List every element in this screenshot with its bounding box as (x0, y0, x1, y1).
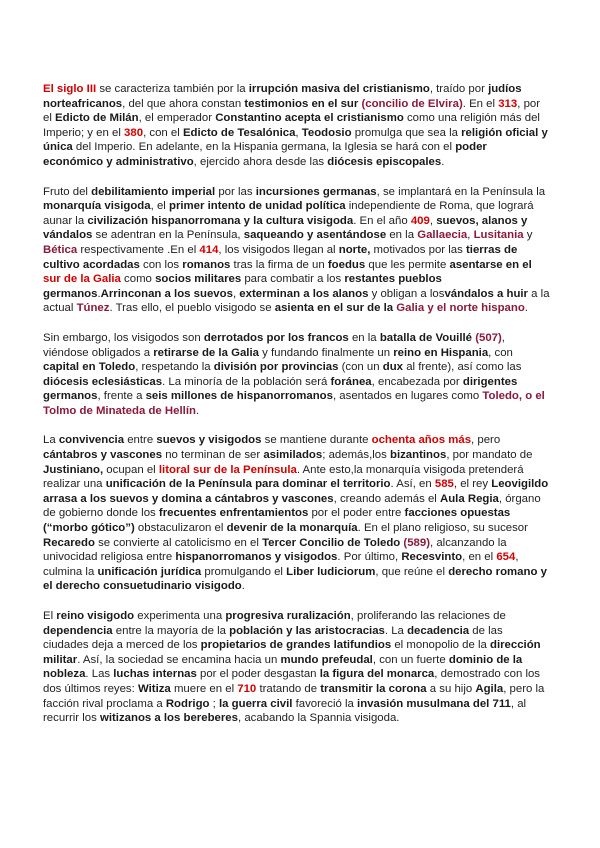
bold-term-text: primer intento de unidad política (168, 200, 346, 213)
body-text: . Tras ello, el pueblo visigodo se (109, 302, 275, 315)
bold-term-text: restantes pueblos germanos (43, 273, 442, 300)
body-text: muere en el (170, 682, 238, 695)
bold-term-text: foedus (327, 258, 366, 271)
bold-term-text: foránea (330, 375, 372, 388)
highlight-place-text: Lusitania (473, 229, 524, 242)
bold-term-text: decadencia (407, 624, 470, 637)
body-text: , asentados en lugares como (332, 390, 483, 403)
body-text: . Así, en (390, 478, 435, 491)
body-text: en la (386, 229, 418, 242)
highlight-place-text: Bética (43, 243, 78, 256)
bold-term-text: Constantino acepta el cristianismo (215, 112, 404, 125)
bold-term-text: Edicto de Tesalónica (182, 126, 296, 139)
bold-term-text: witizanos a los bereberes (99, 712, 238, 725)
bold-term-text: Tercer Concilio de Toledo (262, 536, 401, 549)
body-text: . (97, 287, 101, 300)
body-text: obstaculizaron el (134, 522, 227, 535)
body-text: de las ciudades deja a merced de los (43, 624, 503, 652)
body-text: , ejercido ahora desde las (193, 155, 328, 168)
bold-term-text: Liber ludiciorum (286, 565, 376, 578)
bold-term-text: Agila (475, 682, 504, 695)
bold-term-text: unificación jurídica (97, 565, 202, 578)
bold-term-text: la guerra civil (218, 697, 293, 710)
body-text: , que reúne el (375, 565, 449, 578)
bold-term-text: vándalos a huir (444, 287, 528, 300)
body-text: al frente), así como las (403, 361, 522, 374)
paragraph-ruralizacion (43, 609, 550, 726)
body-text: por las (215, 185, 256, 198)
body-text: en la (348, 331, 380, 344)
body-text: . En el año (353, 214, 411, 227)
body-text: tras la firma de un (230, 258, 328, 271)
bold-term-text: diócesis episcopales (327, 155, 442, 168)
highlight-date-text: 654 (496, 551, 516, 564)
body-text: , encabezada por (371, 375, 463, 388)
body-text: promulga que sea la (351, 126, 462, 139)
bold-term-text: exterminan a los alanos (239, 287, 369, 300)
bold-term-text: unificación de la Península para dominar el territorio (105, 478, 391, 491)
body-text: (con un (338, 361, 383, 374)
bold-term-text: Recesvinto (401, 551, 463, 564)
body-text: a la actual (43, 287, 550, 315)
body-text: . (241, 580, 245, 593)
body-text: , órgano de gobierno donde los (43, 492, 541, 520)
highlight-date-text: El siglo III (43, 83, 97, 95)
body-text: El (43, 610, 57, 622)
body-text: , culmina la (43, 551, 519, 578)
body-text: , (429, 214, 437, 227)
bold-term-text: judíos norteafricanos (43, 83, 522, 110)
bold-term-text: poder económico y administrativo (43, 141, 487, 168)
bold-term-text: asentarse en el (449, 258, 532, 271)
body-text: , respetando la (135, 361, 214, 374)
bold-term-text: derecho romano y el derecho consuetudinario visigodo (43, 565, 547, 593)
highlight-place-text: Toledo, o el Tolmo de Minateda de Hellín (43, 390, 545, 417)
body-text: , al recurrir los (43, 697, 527, 725)
body-text: y obligan a los (368, 287, 445, 300)
body-text: . (195, 404, 200, 417)
bold-term-text: propietarios de grandes latifundios (200, 639, 392, 652)
bold-term-text: dependencia (43, 624, 113, 637)
body-text: , el emperador (138, 112, 216, 125)
bold-term-text: monarquía visigoda (43, 200, 151, 213)
paragraph-monarquia-visigoda (43, 185, 550, 316)
body-text: , por el (43, 97, 541, 125)
body-text: , viéndose obligados a (43, 331, 505, 359)
body-text: a su hijo (426, 682, 476, 695)
body-text: , con el (143, 126, 183, 139)
bold-term-text: civilización hispanorromana y la cultura visigoda (87, 214, 354, 227)
bold-term-text: Teodosio (301, 126, 352, 139)
bold-term-text: hispanorromanos y visigodos (175, 551, 338, 564)
body-text: , se implantará en la Península la (376, 185, 546, 198)
bold-term-text: suevos y visigodos (156, 434, 262, 447)
highlight-place-text: Túnez (76, 302, 110, 315)
body-text: , pero la facción rival proclama a (43, 682, 545, 710)
body-text: se mantiene durante (261, 434, 372, 447)
body-text: , (467, 229, 474, 242)
body-text: , con un fuerte (372, 653, 449, 666)
body-text: entre (124, 434, 157, 447)
body-text: , traído por (429, 83, 489, 95)
body-text: se adentran en la Península, (92, 229, 244, 242)
bold-term-text: saqueando y asentándose (243, 229, 387, 242)
body-text: y fundando finalmente un (258, 346, 394, 359)
body-text: , creando además el (333, 492, 440, 505)
bold-term-text: transmitir la corona (320, 682, 427, 695)
bold-term-text: Recaredo (43, 536, 95, 549)
body-text: , frente a (97, 390, 146, 403)
highlight-date-text: 710 (237, 682, 257, 695)
bold-term-text: norte, (338, 243, 371, 256)
body-text: que les permite (365, 258, 450, 271)
bold-term-text: Edicto de Milán (55, 112, 139, 125)
bold-term-text: convivencia (58, 434, 125, 447)
body-text: se convierte al catolicismo en el (94, 536, 263, 549)
body-text: , alcanzando la univocidad religiosa entre (43, 536, 507, 564)
body-text: , acabando la Spannia visigoda. (237, 712, 400, 725)
body-text: , con (488, 346, 513, 359)
body-text: , pero (471, 434, 501, 447)
body-text: . En el plano religioso, su sucesor (357, 522, 528, 535)
bold-term-text: Aula Regia (440, 492, 499, 505)
body-text: por el poder desgastan (196, 668, 320, 681)
body-text: . Las (85, 668, 114, 681)
bold-term-text: mundo prefeudal (280, 653, 373, 666)
bold-term-text: invasión musulmana del 711 (357, 697, 511, 710)
body-text: Sin embargo, los visigodos son (43, 331, 204, 344)
highlight-place-text: (concilio de Elvira) (361, 97, 463, 110)
body-text: , demostrado con los dos últimos reyes: (43, 668, 541, 695)
bold-term-text: progresiva ruralización (225, 610, 351, 622)
bold-term-text: Leovigildo arrasa a los suevos y domina a cántabros y vascones (43, 478, 549, 505)
highlight-date-text: 313 (498, 97, 518, 110)
body-text: . Así, la sociedad se encamina hacia un (77, 653, 281, 666)
body-text: entre la mayoría de la (112, 624, 230, 637)
bold-term-text: cántabros y vascones (43, 449, 163, 462)
highlight-date-text: ochenta años más (371, 434, 472, 447)
bold-term-text: testimonios en el sur (244, 97, 359, 110)
highlight-place-text: Galia y el norte hispano (396, 302, 525, 315)
bold-term-text: batalla de Vouillé (379, 331, 473, 344)
bold-term-text: derrotados por los francos (203, 331, 349, 344)
bold-term-text: Arrinconan a los suevos (100, 287, 233, 300)
bold-term-text: religión oficial y única (43, 126, 548, 154)
highlight-date-text: sur de la Galia (43, 273, 121, 286)
body-text: respectivamente .En el (77, 243, 200, 256)
paragraph-reino-toledo (43, 331, 550, 419)
highlight-date-text: 380 (124, 126, 144, 139)
bold-term-text: dirección militar (43, 639, 541, 666)
bold-term-text: irrupción masiva del cristianismo (248, 83, 430, 95)
bold-term-text: población y las aristocracias (229, 624, 385, 637)
body-text: experimenta una (134, 610, 226, 622)
body-text: , proliferando las relaciones de (350, 610, 506, 622)
highlight-place-text: (507) (475, 331, 502, 344)
body-text: . (441, 155, 445, 168)
body-text: . En el (462, 97, 499, 110)
body-text: . (524, 302, 528, 315)
body-text: y (523, 229, 533, 242)
bold-term-text: dominio de la nobleza (43, 653, 523, 681)
body-text: . La minoría de la población será (162, 375, 331, 388)
highlight-date-text: 585 (434, 478, 454, 491)
body-text: independiente de Roma, que logrará aunar la (43, 200, 534, 227)
bold-term-text: dux (382, 361, 404, 374)
paragraph-unificacion (43, 433, 550, 594)
bold-term-text: asimilados (263, 449, 323, 462)
highlight-date-text: litoral sur de la Península (158, 463, 297, 476)
bold-term-text: diócesis eclesiásticas (43, 375, 163, 388)
bold-term-text: retirarse de la Galia (153, 346, 259, 359)
bold-term-text: tierras de cultivo acordadas (43, 243, 518, 271)
body-text: ocupan el (103, 463, 159, 476)
body-text: , por mandato de (446, 449, 533, 462)
bold-term-text: Justiniano, (43, 463, 104, 476)
body-text: el monopolio de la (391, 639, 490, 652)
body-text: , los visigodos llegan al (218, 243, 339, 256)
bold-term-text: Witiza (137, 682, 171, 695)
body-text: , (295, 126, 302, 139)
body-text: tratando de (256, 682, 321, 695)
body-text: ; además,los (322, 449, 390, 462)
body-text: por el poder entre (308, 507, 405, 520)
body-text: ; (209, 697, 219, 710)
bold-term-text: seis millones de hispanorromanos (145, 390, 333, 403)
highlight-place-text: (589) (403, 536, 431, 549)
body-text: no terminan de ser (162, 449, 264, 462)
body-text: . La (384, 624, 408, 637)
body-text: motivados por las (370, 243, 466, 256)
body-text: se caracteriza también por la (96, 83, 249, 95)
bold-term-text: reino en Hispania (393, 346, 489, 359)
body-text: . Ante esto,la monarquía visigoda pretenderá realizar una (43, 463, 524, 491)
body-text: La (43, 434, 59, 447)
body-text: , del que ahora constan (122, 97, 245, 110)
bold-term-text: asienta en el sur de la (274, 302, 397, 315)
body-text: . Por último, (337, 551, 402, 564)
bold-term-text: suevos, alanos y vándalos (43, 214, 528, 242)
body-text: con los (139, 258, 183, 271)
body-text: como una religión más del Imperio; y en el (43, 112, 540, 139)
bold-term-text: frecuentes enfrentamientos (158, 507, 309, 520)
bold-term-text: reino visigodo (56, 610, 135, 622)
paragraph-cristianismo (43, 82, 550, 170)
highlight-date-text: 414 (199, 243, 219, 256)
bold-term-text: incursiones germanas (255, 185, 377, 198)
bold-term-text: división por provincias (213, 361, 339, 374)
bold-term-text: Rodrigo (165, 697, 210, 710)
body-text: del Imperio. En adelante, en la Hispania germana, la Iglesia se hará con el (72, 141, 456, 154)
body-text: como (120, 273, 156, 286)
highlight-place-text: Gallaecia (417, 229, 468, 242)
bold-term-text: facciones opuestas (“morbo gótico”) (43, 507, 511, 535)
body-text: , en el (462, 551, 497, 564)
bold-term-text: capital en Toledo (43, 361, 136, 374)
body-text: , el rey (453, 478, 492, 491)
body-text: Fruto del (43, 185, 92, 198)
bold-term-text: dirigentes germanos (43, 375, 518, 403)
bold-term-text: devenir de la monarquía (226, 522, 358, 535)
body-text: , (232, 287, 240, 300)
body-text: promulgando el (201, 565, 287, 578)
bold-term-text: la figura del monarca (319, 668, 435, 681)
body-text: , el (150, 200, 169, 213)
body-text: para combatir a los (241, 273, 345, 286)
highlight-date-text: 409 (410, 214, 430, 227)
bold-term-text: luchas internas (113, 668, 197, 681)
bold-term-text: socios militares (155, 273, 242, 286)
bold-term-text: bizantinos (389, 449, 447, 462)
bold-term-text: romanos (182, 258, 231, 271)
body-text: favoreció la (292, 697, 358, 710)
bold-term-text: debilitamiento imperial (91, 185, 216, 198)
